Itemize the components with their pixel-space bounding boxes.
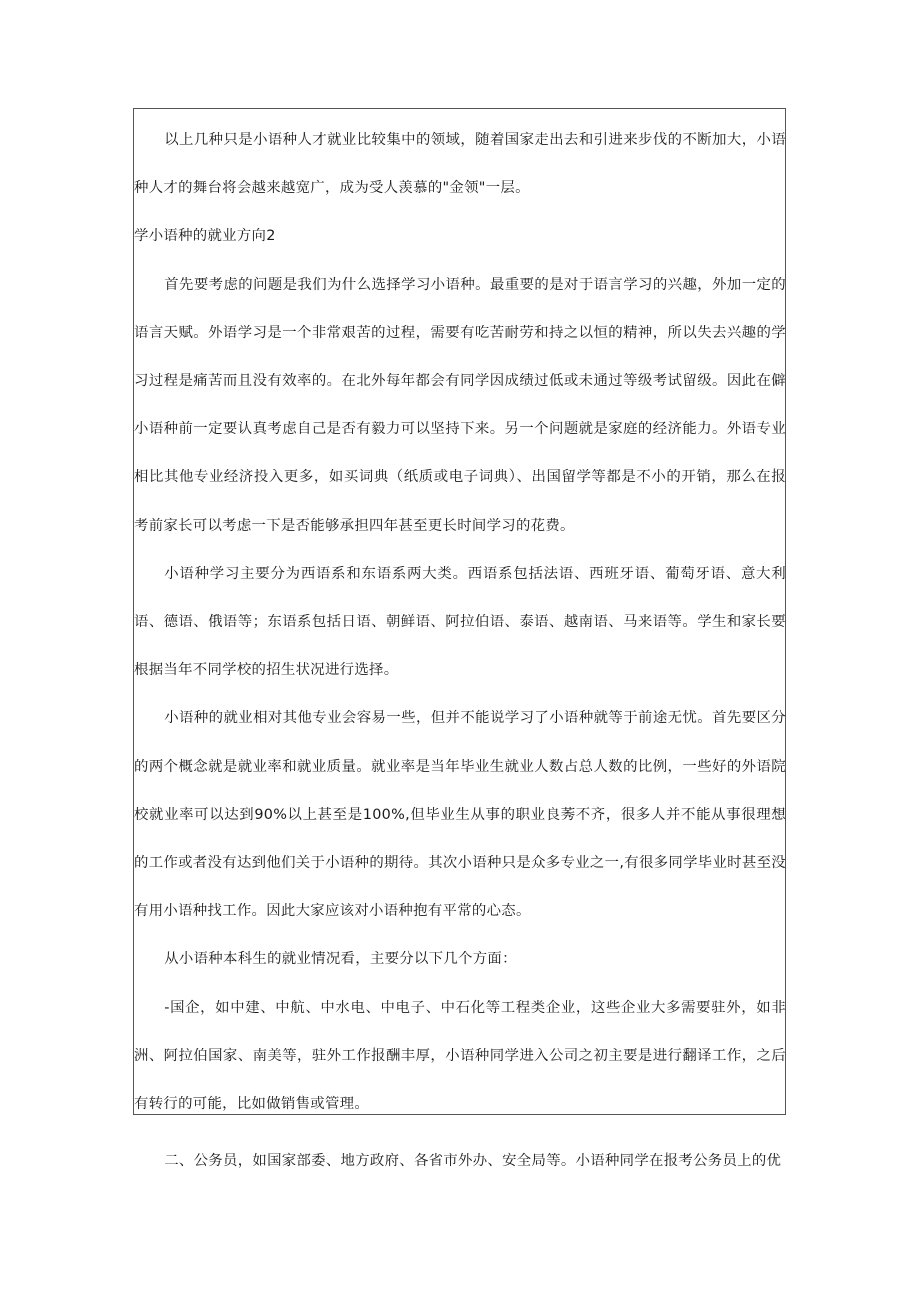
paragraph-civil-servants: 二、公务员，如国家部委、地方政府、各省市外办、安全局等。小语种同学在报考公务员上的优	[164, 1153, 782, 1169]
section-heading: 学小语种的就业方向2	[134, 228, 276, 245]
paragraph-language-groups: 小语种学习主要分为西语系和东语系两大类。西语系包括法语、西班牙语、葡萄牙语、意大利语、德语、俄语等；东语系包括日语、朝鲜语、阿拉伯语、泰语、越南语、马来语等。学生和家长要根据当年不同学校的招生状况进行选择。	[134, 565, 786, 679]
paragraph-considerations: 首先要考虑的问题是我们为什么选择学习小语种。最重要的是对于语言学习的兴趣，外加一定的语言天赋。外语学习是一个非常艰苦的过程，需要有吃苦耐劳和持之以恒的精神，所以失去兴趣的学习过程是痛苦而且没有效率的。在北外每年都会有同学因成绩过低或未通过等级考试留级。因此在僻小语种前一定要认真考虑自己是否有毅力可以坚持下来。另一个问题就是家庭的经济能力。外语专业相比其他专业经济投入更多，如买词典（纸质或电子词典）、出国留学等都是不小的开销，那么在报考前家长可以考虑一下是否能够承担四年甚至更长时间学习的花费。	[134, 276, 786, 534]
paragraph-employment-intro: 从小语种本科生的就业情况看，主要分以下几个方面：	[164, 951, 517, 968]
unframed-content	[134, 1137, 786, 1185]
paragraph-state-enterprises: -国企，如中建、中航、中水电、中电子、中石化等工程类企业，这些企业大多需要驻外，如非洲、阿拉伯国家、南美等，驻外工作报酬丰厚，小语种同学进入公司之初主要是进行翻译工作，之后有转行的可能，比如做销售或管理。	[134, 999, 786, 1113]
paragraph-summary: 以上几种只是小语种人才就业比较集中的领域，随着国家走出去和引进来步伐的不断加大，小语种人才的舞台将会越来越宽广，成为受人羡慕的"金领"一层。	[134, 132, 786, 197]
paragraph-employment: 小语种的就业相对其他专业会容易一些，但并不能说学习了小语种就等于前途无忧。首先要区分的两个概念就是就业率和就业质量。就业率是当年毕业生就业人数占总人数的比例，一些好的外语院校就业率可以达到90%以上甚至是100%,但毕业生从事的职业良莠不齐，很多人并不能从事很理想的工作或者没有达到他们关于小语种的期待。其次小语种只是众多专业之一,有很多同学毕业时甚至没有用小语种找工作。因此大家应该对小语种抱有平常的心态。	[134, 710, 786, 920]
framed-content	[134, 116, 786, 1128]
